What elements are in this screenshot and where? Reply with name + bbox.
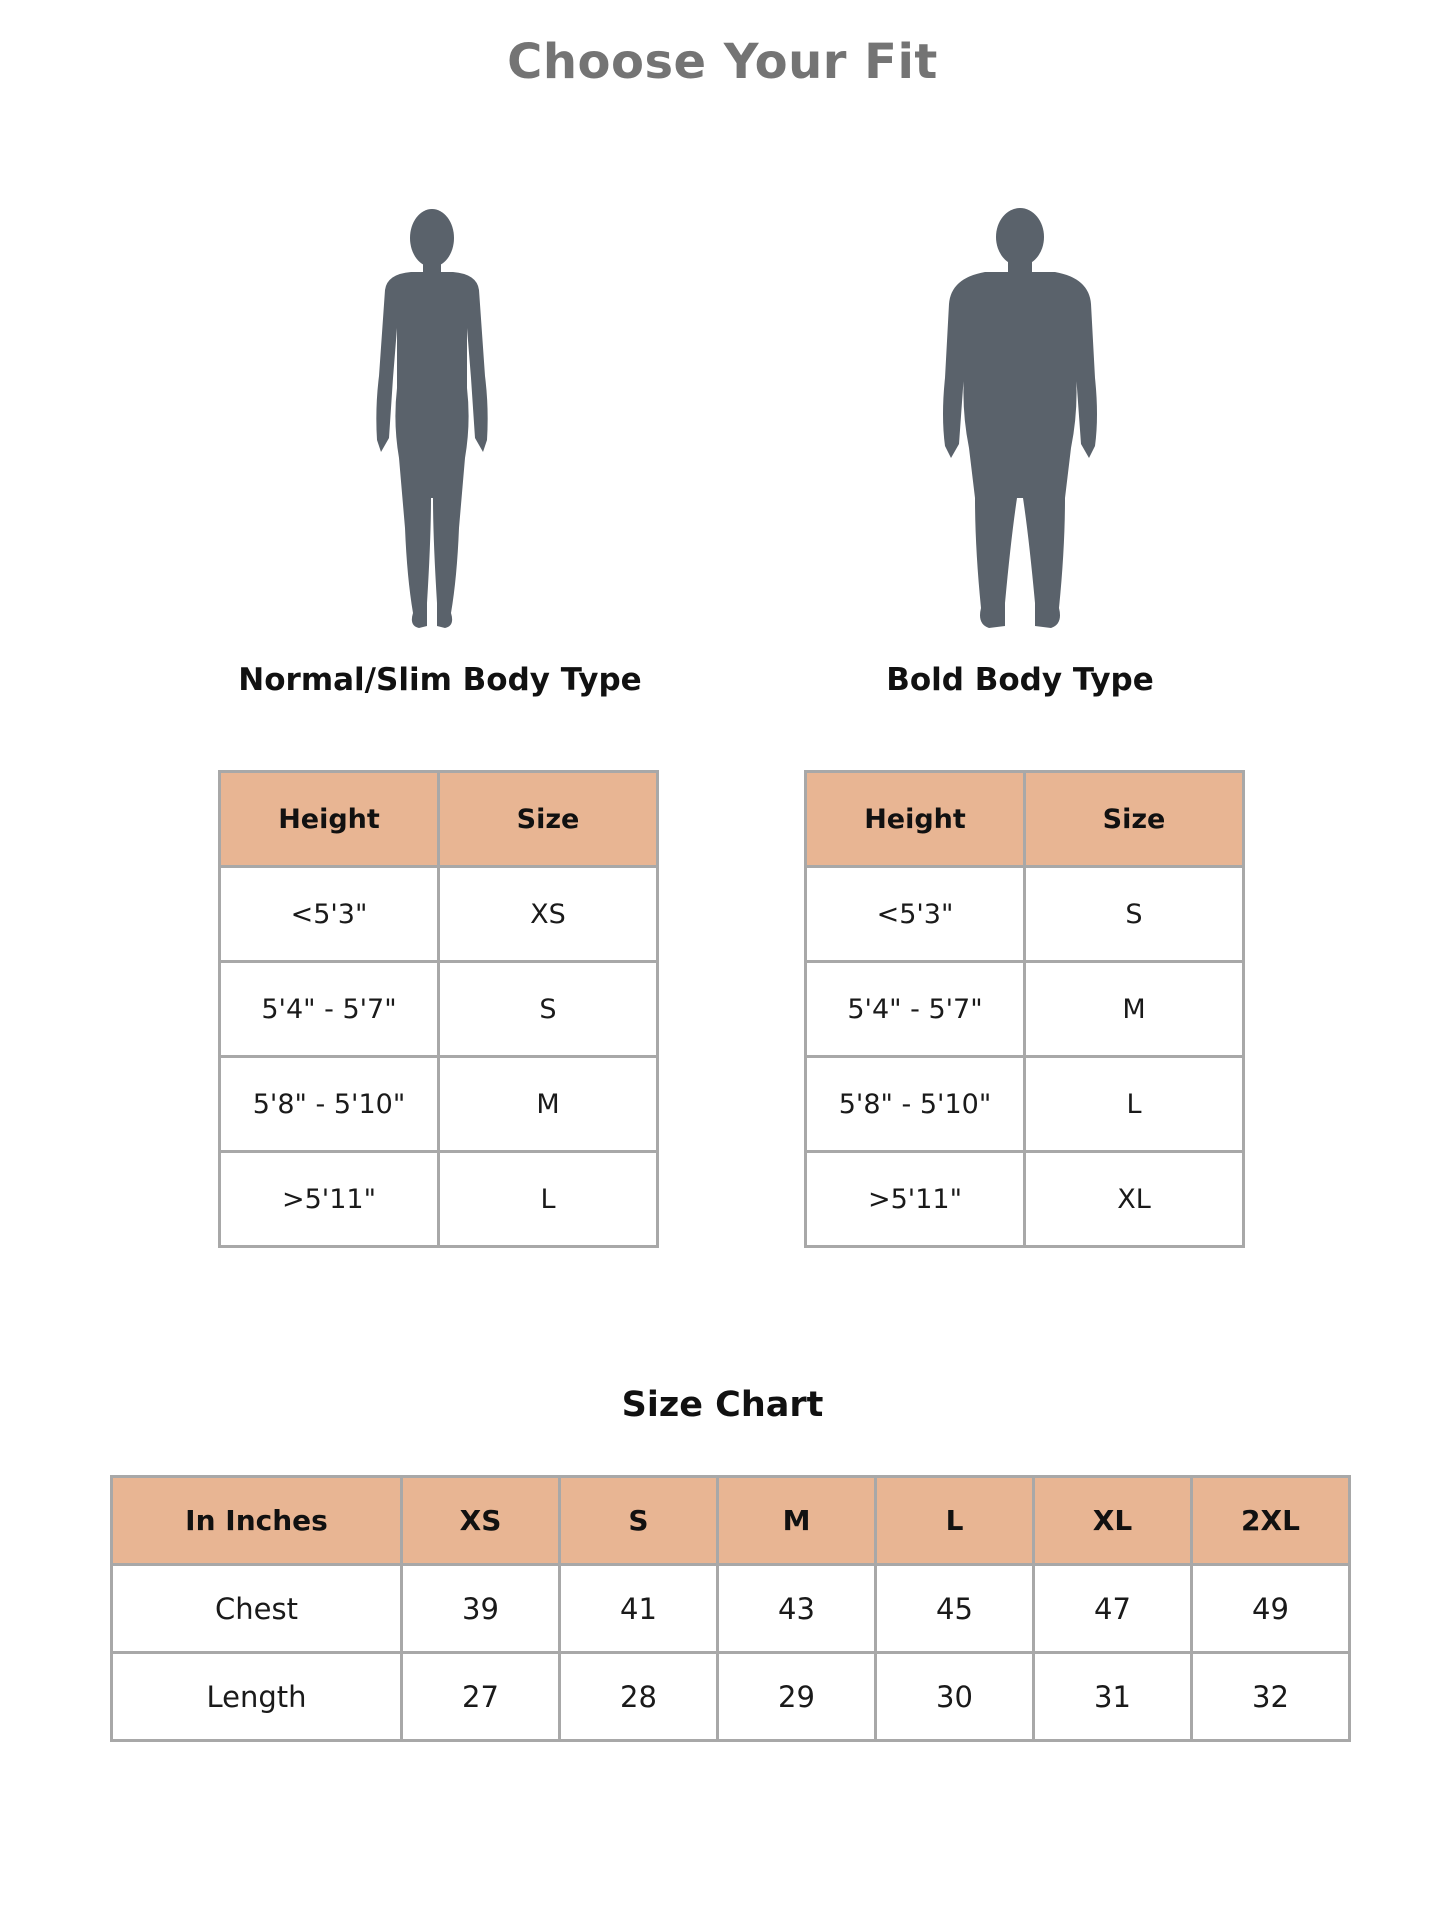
size-chart-table — [110, 1475, 1351, 1742]
size-header-m: M — [718, 1477, 876, 1565]
value-cell: 29 — [718, 1653, 876, 1741]
value-cell: 49 — [1192, 1565, 1350, 1653]
table-row — [220, 962, 658, 1057]
table-header-row — [220, 772, 658, 867]
bold-fit-label: Bold Body Type — [886, 662, 1154, 698]
table-row — [220, 1057, 658, 1152]
bold-body-silhouette-icon — [935, 208, 1105, 633]
bold-fit-table — [804, 770, 1245, 1248]
table-row — [806, 962, 1244, 1057]
height-cell: 5'8" - 5'10" — [806, 1057, 1025, 1152]
size-header-l: L — [876, 1477, 1034, 1565]
table-row — [112, 1653, 1350, 1741]
size-cell: S — [439, 962, 658, 1057]
size-cell: M — [439, 1057, 658, 1152]
size-header: Size — [1025, 772, 1244, 867]
table-row — [806, 1057, 1244, 1152]
table-row — [806, 867, 1244, 962]
size-cell: M — [1025, 962, 1244, 1057]
value-cell: 45 — [876, 1565, 1034, 1653]
height-cell: 5'4" - 5'7" — [806, 962, 1025, 1057]
size-cell: S — [1025, 867, 1244, 962]
size-header-xs: XS — [402, 1477, 560, 1565]
table-row — [806, 1152, 1244, 1247]
measure-label: Chest — [112, 1565, 402, 1653]
table-header-row — [112, 1477, 1350, 1565]
height-cell: <5'3" — [220, 867, 439, 962]
value-cell: 41 — [560, 1565, 718, 1653]
size-cell: L — [439, 1152, 658, 1247]
slim-fit-table — [218, 770, 659, 1248]
size-header-s: S — [560, 1477, 718, 1565]
size-header-xl: XL — [1034, 1477, 1192, 1565]
table-row — [220, 1152, 658, 1247]
value-cell: 30 — [876, 1653, 1034, 1741]
size-header-2xl: 2XL — [1192, 1477, 1350, 1565]
value-cell: 39 — [402, 1565, 560, 1653]
size-cell: XS — [439, 867, 658, 962]
height-cell: 5'8" - 5'10" — [220, 1057, 439, 1152]
page-title: Choose Your Fit — [507, 34, 938, 90]
measure-label: Length — [112, 1653, 402, 1741]
height-header: Height — [806, 772, 1025, 867]
measure-header: In Inches — [112, 1477, 402, 1565]
value-cell: 28 — [560, 1653, 718, 1741]
height-cell: 5'4" - 5'7" — [220, 962, 439, 1057]
height-cell: <5'3" — [806, 867, 1025, 962]
size-header: Size — [439, 772, 658, 867]
value-cell: 27 — [402, 1653, 560, 1741]
height-cell: >5'11" — [220, 1152, 439, 1247]
value-cell: 31 — [1034, 1653, 1192, 1741]
size-cell: XL — [1025, 1152, 1244, 1247]
size-chart-title: Size Chart — [621, 1385, 824, 1425]
height-header: Height — [220, 772, 439, 867]
value-cell: 32 — [1192, 1653, 1350, 1741]
slim-fit-label: Normal/Slim Body Type — [238, 662, 642, 698]
size-cell: L — [1025, 1057, 1244, 1152]
slim-body-silhouette-icon — [367, 208, 497, 633]
value-cell: 43 — [718, 1565, 876, 1653]
table-row — [220, 867, 658, 962]
value-cell: 47 — [1034, 1565, 1192, 1653]
height-cell: >5'11" — [806, 1152, 1025, 1247]
table-header-row — [806, 772, 1244, 867]
table-row — [112, 1565, 1350, 1653]
